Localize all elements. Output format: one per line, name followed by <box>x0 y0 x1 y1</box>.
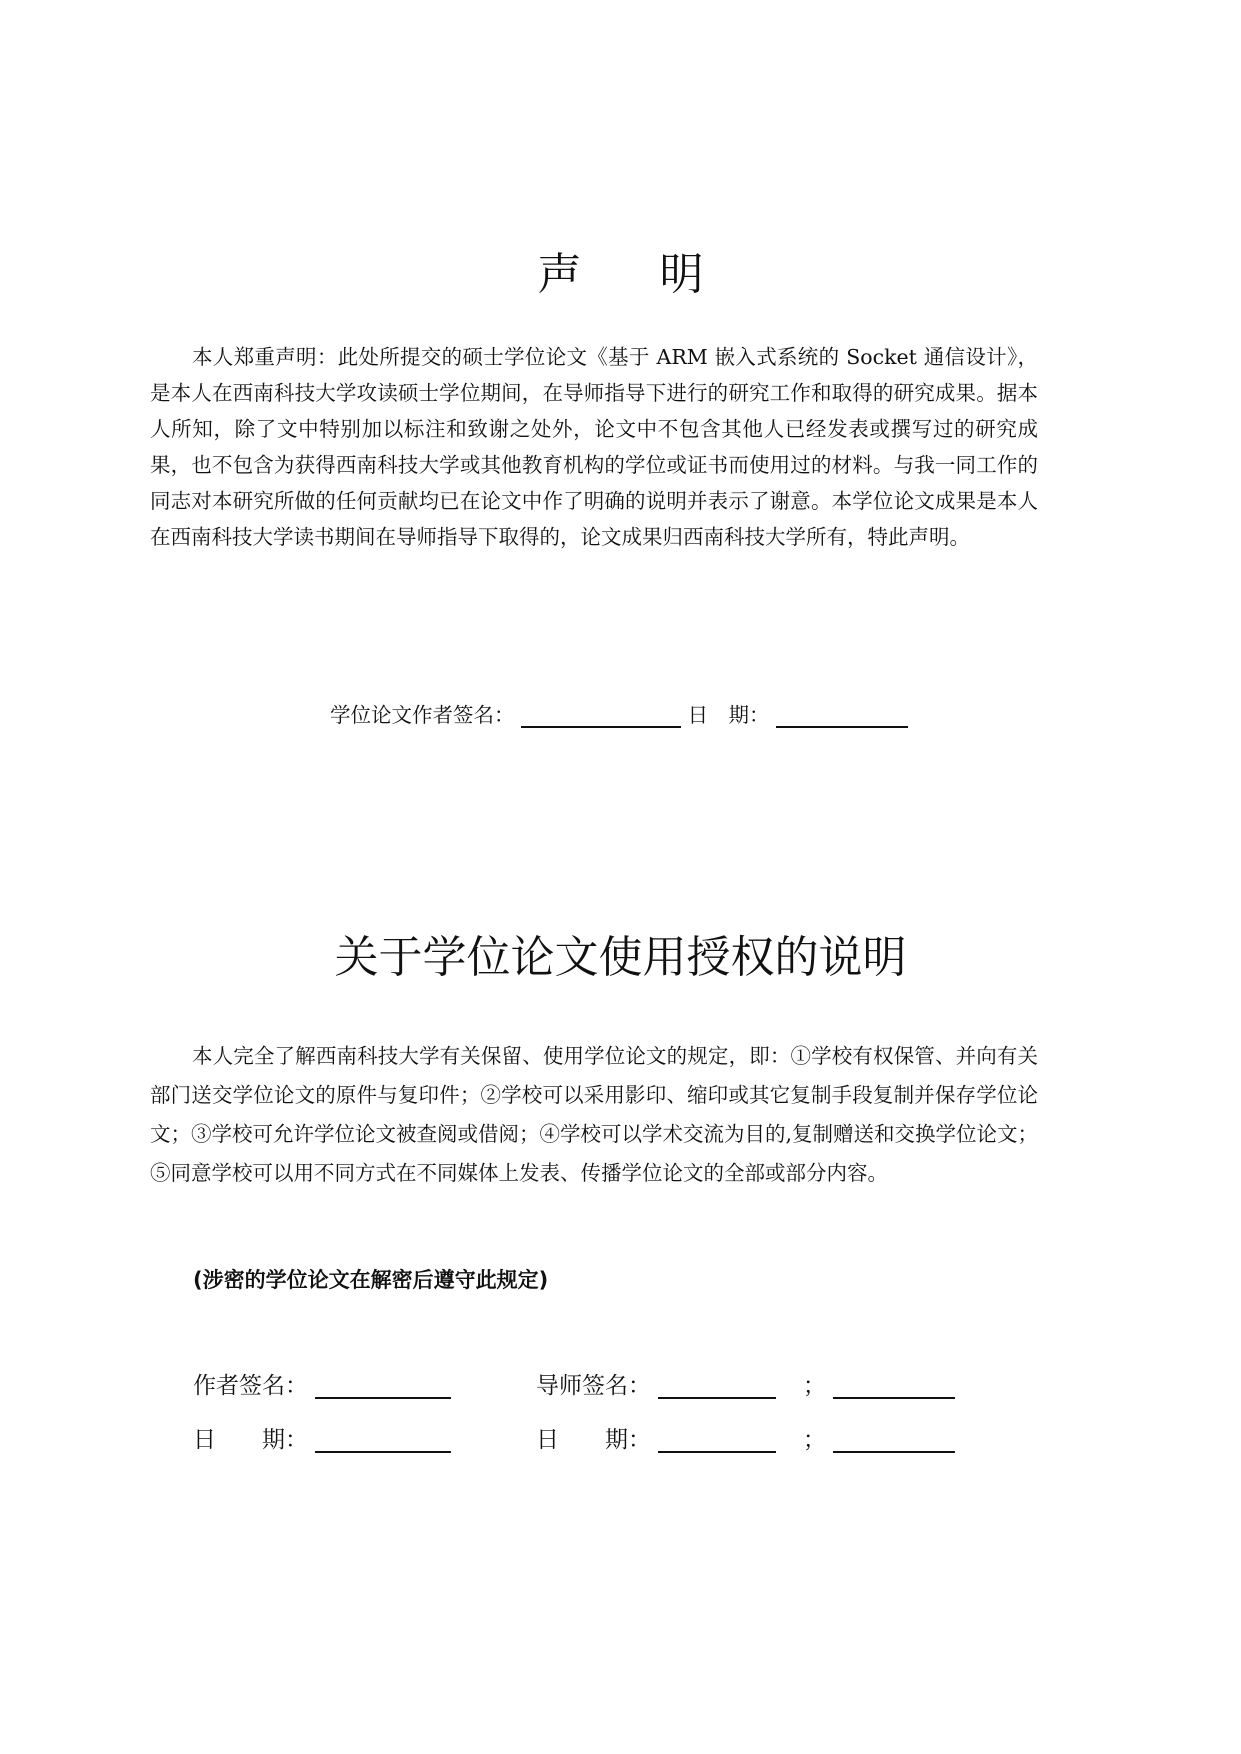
declaration-title-right: 明 <box>659 249 704 300</box>
authorization-body <box>150 1037 1038 1193</box>
date-line-left[interactable] <box>315 1425 451 1453</box>
date-line[interactable] <box>776 700 908 728</box>
declaration-title-left: 声 <box>537 249 582 300</box>
advisor-signature-line[interactable] <box>658 1371 776 1399</box>
advisor-signature-label: 导师签名： <box>535 1373 651 1399</box>
date-row <box>193 1420 955 1460</box>
separator-2: ； <box>802 1427 826 1453</box>
signature-row <box>193 1366 955 1406</box>
author-signature-line-2[interactable] <box>315 1371 451 1399</box>
date-label-right: 日 期： <box>535 1427 651 1453</box>
declaration-title <box>0 245 1241 305</box>
date-label-left: 日 期： <box>193 1427 308 1453</box>
extra-date-line[interactable] <box>833 1425 955 1453</box>
declaration-body <box>150 339 1038 555</box>
separator-1: ； <box>802 1373 826 1399</box>
date-line-right[interactable] <box>658 1425 776 1453</box>
author-signature-label: 学位论文作者签名： <box>330 703 515 727</box>
declaration-signature-row <box>330 697 908 733</box>
classified-note: (涉密的学位论文在解密后遵守此规定) <box>193 1268 549 1292</box>
author-signature-line[interactable] <box>521 700 681 728</box>
extra-signature-line[interactable] <box>833 1371 955 1399</box>
author-signature-label-2: 作者签名： <box>193 1373 308 1399</box>
date-label: 日 期： <box>687 703 770 727</box>
authorization-title: 关于学位论文使用授权的说明 <box>334 932 907 983</box>
declaration-body-text: 本人郑重声明：此处所提交的硕士学位论文《基于 ARM 嵌入式系统的 Socket 通信设计》，是本人在西南科技大学攻读硕士学位期间，在导师指导下进行的研究工作和取得的研究成果。据本人所知，除了文中特别加以标注和致谢之处外，论文中不包含其他人已经发表或撰写过的研究成果，也不包含为获得西南科技大学或其他教育机构的学位或证书而使用过的材料。与我一同工作的同志对本研究所做的任何贡献均已在论文中作了明确的说明并表示了谢意。本学位论文成果是本人在西南科技大学读书期间在导师指导下取得的，论文成果归西南科技大学所有，特此声明。 <box>150 345 1038 549</box>
authorization-body-text: 本人完全了解西南科技大学有关保留、使用学位论文的规定，即：①学校有权保管、并向有关部门送交学位论文的原件与复印件；②学校可以采用影印、缩印或其它复制手段复制并保存学位论文；③学校可允许学位论文被查阅或借阅；④学校可以学术交流为目的,复制赠送和交换学位论文；⑤同意学校可以用不同方式在不同媒体上发表、传播学位论文的全部或部分内容。 <box>150 1044 1039 1185</box>
